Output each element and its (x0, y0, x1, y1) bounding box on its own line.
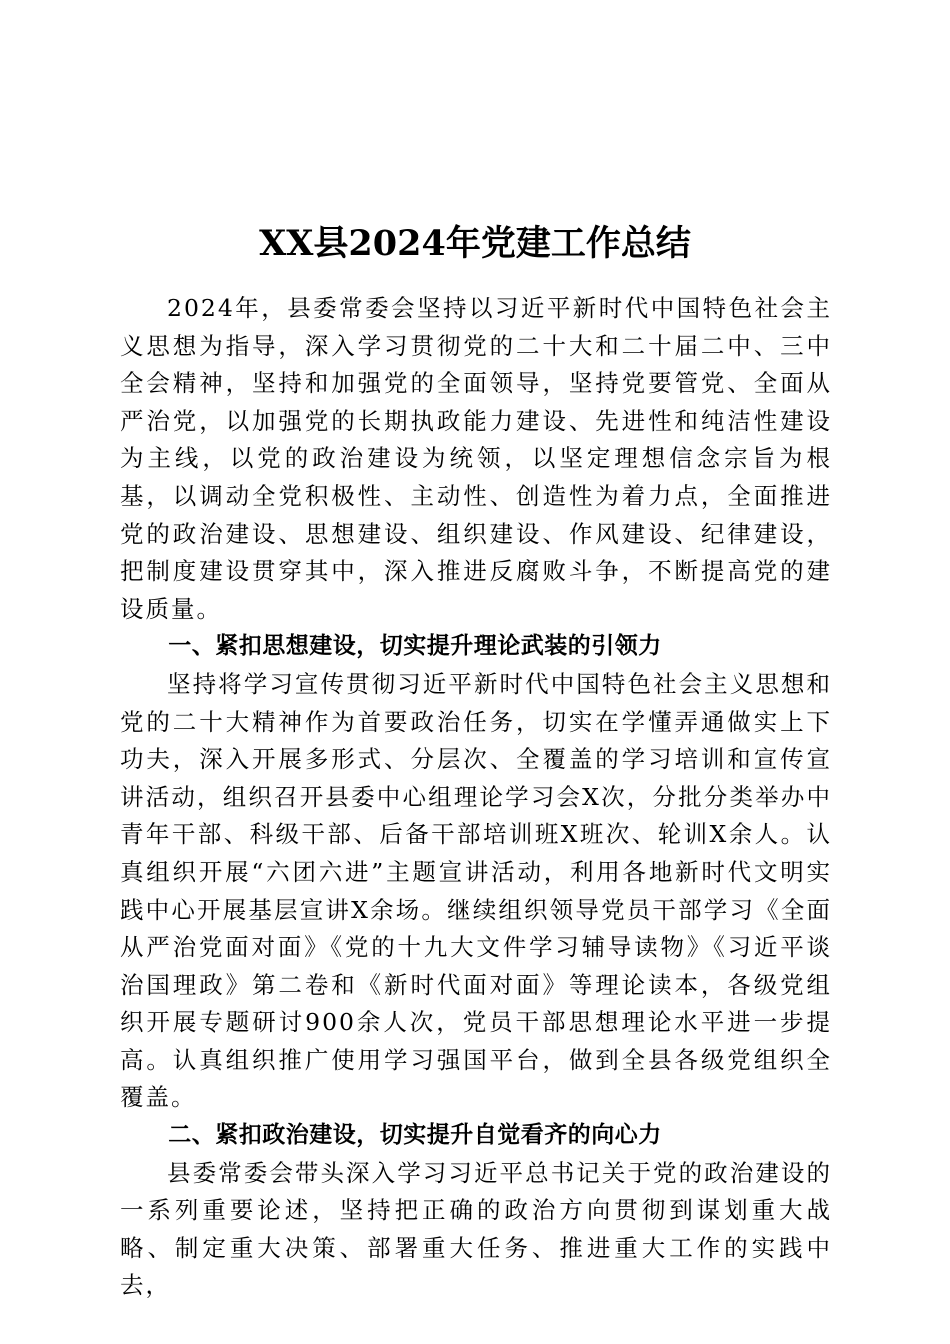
section-2-paragraph: 县委常委会带头深入学习习近平总书记关于党的政治建设的一系列重要论述，坚持把正确的政治方向贯彻到谋划重大战略、制定重大决策、部署重大任务、推进重大工作的实践中去， (120, 1158, 832, 1300)
document-body (120, 290, 832, 1305)
section-1-heading: 一、紧扣思想建设，切实提升理论武装的引领力 (168, 633, 662, 660)
section-1-paragraph: 坚持将学习宣传贯彻习近平新时代中国特色社会主义思想和党的二十大精神作为首要政治任务，切实在学懂弄通做实上下功夫，深入开展多形式、分层次、全覆盖的学习培训和宣传宣讲活动，组织召开县委中心组理论学习会X次，分批分类举办中青年干部、科级干部、后备干部培训班X班次、轮训X余人。认真组织开展“六团六进”主题宣讲活动，利用各地新时代文明实践中心开展基层宣讲X余场。继续组织领导党员干部学习《全面从严治党面对面》《党的十九大文件学习辅导读物》《习近平谈治国理政》第二卷和《新时代面对面》等理论读本，各级党组织开展专题研讨900余人次，党员干部思想理论水平进一步提高。认真组织推广使用学习强国平台，做到全县各级党组织全覆盖。 (120, 669, 832, 1112)
section-2-heading: 二、紧扣政治建设，切实提升自觉看齐的向心力 (168, 1122, 662, 1149)
intro-paragraph: 2024年，县委常委会坚持以习近平新时代中国特色社会主义思想为指导，深入学习贯彻党的二十大和二十届二中、三中全会精神，坚持和加强党的全面领导，坚持党要管党、全面从严治党，以加强党的长期执政能力建设、先进性和纯洁性建设为主线，以党的政治建设为统领，以坚定理想信念宗旨为根基，以调动全党积极性、主动性、创造性为着力点，全面推进党的政治建设、思想建设、组织建设、作风建设、纪律建设，把制度建设贯穿其中，深入推进反腐败斗争，不断提高党的建设质量。 (120, 294, 832, 623)
document-title: XX县2024年党建工作总结 (259, 223, 691, 265)
